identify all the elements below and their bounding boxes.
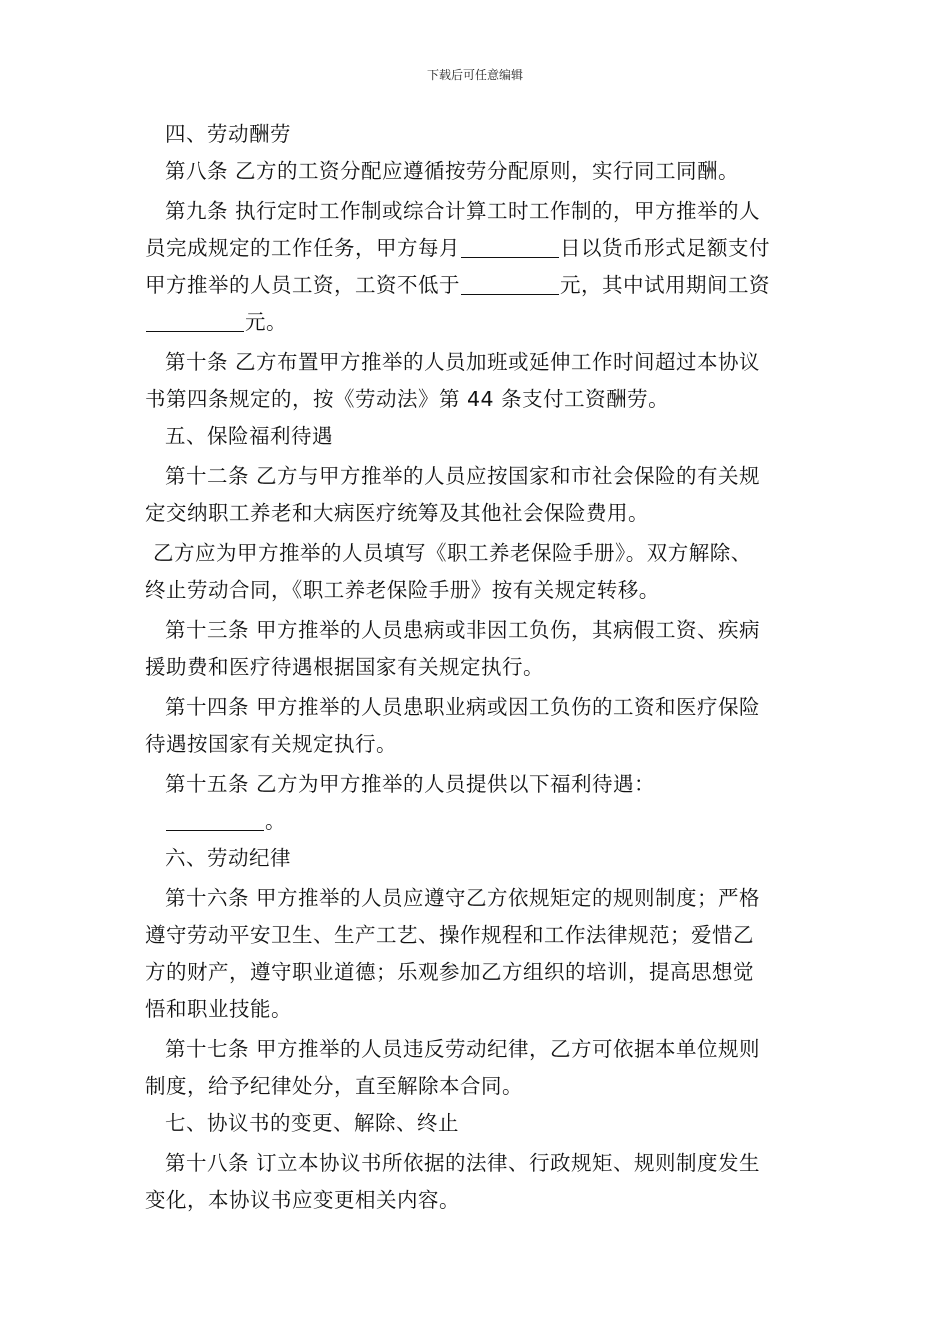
pay-day-blank[interactable]: [461, 235, 559, 258]
article-14-line-2: 待遇按国家有关规定执行。: [145, 732, 397, 756]
article-17-line-1: 第十七条 甲方推举的人员违反劳动纪律，乙方可依据本单位规则: [165, 1037, 761, 1061]
article-9-text-d: 元，其中试用期间工资: [560, 273, 770, 297]
document-body: [145, 116, 825, 1219]
article-16-line-2: 遵守劳动平安卫生、生产工艺、操作规程和工作法律规范；爱惜乙: [145, 923, 754, 947]
article-8: 第八条 乙方的工资分配应遵循按劳分配原则，实行同工同酬。: [165, 159, 740, 183]
section-title-remuneration: 四、劳动酬劳: [165, 122, 291, 146]
article-13-line-1: 第十三条 甲方推举的人员患病或非因工负伤，其病假工资、疾病: [165, 618, 761, 642]
article-16-line-3: 方的财产，遵守职业道德；乐观参加乙方组织的培训，提高思想觉: [145, 960, 754, 984]
article-9-text-e: 元。: [245, 310, 287, 334]
article-9-text-c: 甲方推举的人员工资，工资不低于: [145, 273, 460, 297]
article-12-line-2: 定交纳职工养老和大病医疗统筹及其他社会保险费用。: [145, 501, 649, 525]
article-12-line-1: 第十二条 乙方与甲方推举的人员应按国家和市社会保险的有关规: [165, 464, 761, 488]
section-title-insurance: 五、保险福利待遇: [165, 424, 333, 448]
section-title-discipline: 六、劳动纪律: [165, 846, 291, 870]
article-9-line-3: [145, 267, 825, 304]
page-header: 下载后可任意编辑: [426, 68, 523, 82]
article-15-line-2: [145, 803, 825, 840]
article-9-text-b: 日以货币形式足额支付: [560, 236, 770, 260]
article-13-line-2: 援助费和医疗待遇根据国家有关规定执行。: [145, 655, 544, 679]
article-9-line-2: [145, 230, 825, 267]
section-title-changes: 七、协议书的变更、解除、终止: [165, 1111, 459, 1135]
article-14-line-1: 第十四条 甲方推举的人员患职业病或因工负伤的工资和医疗保险: [165, 695, 761, 719]
article-17-line-2: 制度，给予纪律处分，直至解除本合同。: [145, 1074, 523, 1098]
article-9-text-a: 员完成规定的工作任务，甲方每月: [145, 236, 460, 260]
article-12-line-4: 终止劳动合同，《职工养老保险手册》按有关规定转移。: [145, 578, 660, 602]
article-15-line-1: 第十五条 乙方为甲方推举的人员提供以下福利待遇：: [165, 772, 656, 796]
min-wage-blank[interactable]: [461, 272, 559, 295]
article-10-line-2: 书第四条规定的，按《劳动法》第 44 条支付工资酬劳。: [145, 387, 670, 411]
article-16-line-1: 第十六条 甲方推举的人员应遵守乙方依规矩定的规则制度；严格: [165, 886, 761, 910]
article-9-line-4: [145, 304, 825, 341]
article-18-line-2: 变化，本协议书应变更相关内容。: [145, 1188, 460, 1212]
article-9-line-1: 第九条 执行定时工作制或综合计算工时工作制的，甲方推举的人: [165, 199, 761, 223]
article-18-line-1: 第十八条 订立本协议书所依据的法律、行政规矩、规则制度发生: [165, 1151, 761, 1175]
probation-wage-blank[interactable]: [146, 309, 244, 332]
article-15-text-end: 。: [265, 809, 286, 833]
article-16-line-4: 悟和职业技能。: [145, 997, 292, 1021]
article-10-line-1: 第十条 乙方布置甲方推举的人员加班或延伸工作时间超过本协议: [165, 350, 761, 374]
welfare-blank[interactable]: [166, 808, 264, 831]
article-12-line-3: 乙方应为甲方推举的人员填写《职工养老保险手册》。双方解除、: [153, 541, 752, 565]
